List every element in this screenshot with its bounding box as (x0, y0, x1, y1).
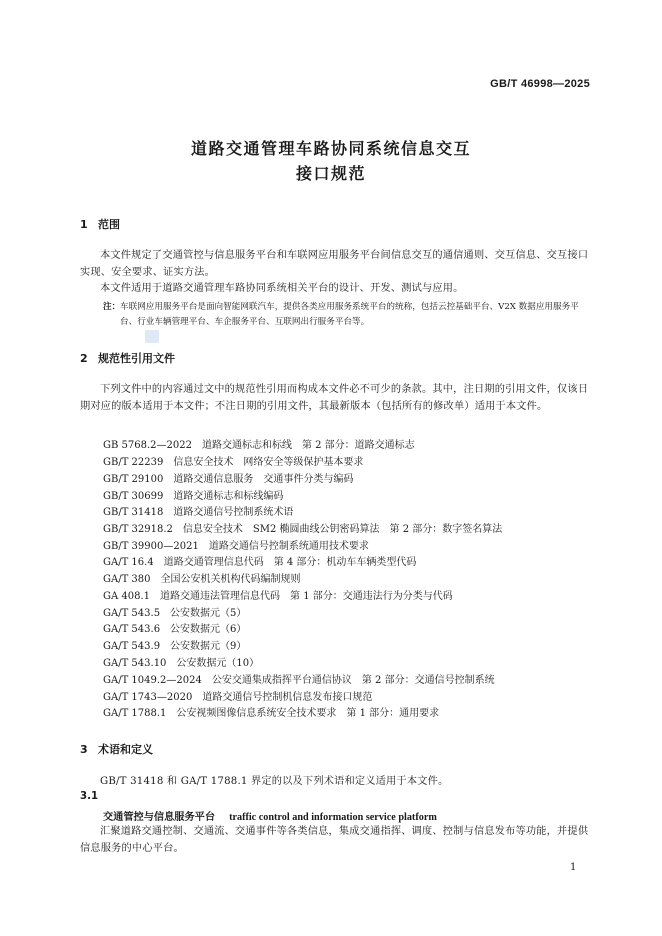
reference-item: GB/T 22239 信息安全技术 网络安全等级保护基本要求 (103, 457, 364, 468)
references-intro: 下列文件中的内容通过文中的规范性引用而构成本文件必不可少的条款。其中，注日期的引用文件，仅该日期对应的版本适用于本文件；不注日期的引用文件，其最新版本（包括所有的修改单）适用于本文件。 (80, 384, 589, 412)
section-number: 2 (80, 352, 88, 365)
section-2-heading (80, 350, 175, 366)
document-title-line2: 接口规范 (295, 164, 366, 183)
section-number: 3 (80, 743, 88, 756)
standard-code: GB/T 46998—2025 (490, 78, 590, 90)
reference-item: GA 408.1 道路交通违法管理信息代码 第 1 部分：交通违法行为分类与代码 (103, 591, 453, 602)
reference-item: GB/T 29100 道路交通信息服务 交通事件分类与编码 (103, 474, 354, 485)
note-text: 车联网应用服务平台是面向智能网联汽车，提供各类应用服务系统平台的统称，包括云控基础平台、V2X 数据应用服务平台、行业车辆管理平台、车企服务平台、互联网出行服务平台等。 (120, 302, 579, 327)
note-label: 注： (103, 302, 121, 312)
section-number: 1 (80, 218, 88, 231)
section-title: 术语和定义 (98, 743, 153, 756)
reference-item: GB/T 31418 道路交通信号控制系统术语 (103, 507, 294, 518)
scope-paragraph-2: 本文件适用于道路交通管理车路协同系统相关平台的设计、开发、测试与应用。 (100, 283, 464, 294)
reference-item: GB/T 32918.2 信息安全技术 SM2 椭圆曲线公钥密码算法 第 2 部分：数字签名算法 (103, 524, 503, 535)
reference-item: GA/T 1788.1 公安视频图像信息系统安全技术要求 第 1 部分：通用要求 (103, 708, 440, 719)
reference-item: GA/T 543.10 公安数据元（10） (103, 658, 260, 669)
reference-item: GB/T 30699 道路交通标志和标线编码 (103, 491, 284, 502)
terms-intro: GB/T 31418 和 GA/T 1788.1 界定的以及下列术语和定义适用于本文件。 (100, 776, 449, 787)
section-title: 范围 (98, 218, 120, 231)
reference-item: GA/T 1743—2020 道路交通信号控制机信息发布接口规范 (103, 692, 373, 703)
term-english: traffic control and information service platform (229, 812, 437, 823)
margin-marker-icon (145, 330, 159, 343)
section-1-heading (80, 216, 120, 232)
scope-paragraph-1: 本文件规定了交通管控与信息服务平台和车联网应用服务平台间信息交互的通信通则、交互信息、交互接口实现、安全要求、证实方法。 (80, 250, 589, 278)
reference-item: GA/T 543.9 公安数据元（9） (103, 641, 247, 652)
document-title-line1: 道路交通管理车路协同系统信息交互 (190, 139, 471, 158)
page-number: 1 (570, 862, 577, 873)
section-3-heading (80, 741, 153, 757)
term-number: 3.1 (80, 791, 99, 802)
reference-item: GB 5768.2—2022 道路交通标志和标线 第 2 部分：道路交通标志 (103, 440, 415, 451)
reference-item: GA/T 16.4 道路交通管理信息代码 第 4 部分：机动车车辆类型代码 (103, 557, 417, 568)
term-definition: 汇聚道路交通控制、交通流、交通事件等各类信息，集成交通指挥、调度、控制与信息发布等功能，并提供信息服务的中心平台。 (80, 826, 589, 854)
term-entry (103, 808, 437, 823)
scope-note (103, 300, 593, 330)
reference-item: GA/T 380 全国公安机关机构代码编制规则 (103, 574, 301, 585)
reference-item: GA/T 543.5 公安数据元（5） (103, 608, 247, 619)
reference-item: GA/T 543.6 公安数据元（6） (103, 624, 247, 635)
reference-item: GA/T 1049.2—2024 公安交通集成指挥平台通信协议 第 2 部分：交通信号控制系统 (103, 675, 495, 686)
section-title: 规范性引用文件 (98, 352, 175, 365)
reference-item: GB/T 39900—2021 道路交通信号控制系统通用技术要求 (103, 541, 369, 552)
term-chinese: 交通管控与信息服务平台 (103, 812, 216, 823)
